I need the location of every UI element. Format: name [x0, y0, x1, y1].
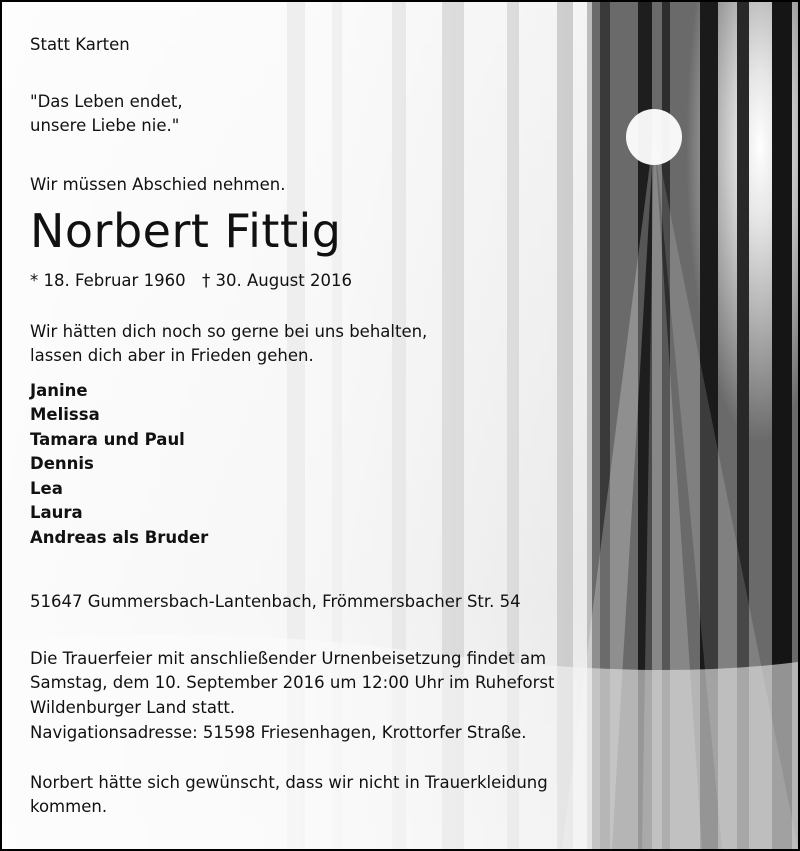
intro-text: Wir müssen Abschied nehmen.: [30, 175, 286, 194]
mourner-name: Melissa: [30, 405, 100, 424]
death-date: † 30. August 2016: [202, 271, 352, 290]
quote-line-2: unsere Liebe nie.": [30, 116, 180, 135]
address-text: 51647 Gummersbach-Lantenbach, Frömmersbacher Str. 54: [30, 592, 521, 611]
message-line-2: lassen dich aber in Frieden gehen.: [30, 346, 314, 365]
deceased-name: Norbert Fittig: [30, 204, 342, 258]
closing-line-1: Norbert hätte sich gewünscht, dass wir nicht in Trauerkleidung: [30, 773, 548, 792]
birth-date: * 18. Februar 1960: [30, 271, 186, 290]
mourner-name: Dennis: [30, 454, 94, 473]
mourner-name: Janine: [30, 381, 88, 400]
mourner-name: Laura: [30, 503, 83, 522]
header-text: Statt Karten: [30, 35, 130, 54]
message-line-1: Wir hätten dich noch so gerne bei uns behalten,: [30, 322, 428, 341]
navigation-address: Navigationsadresse: 51598 Friesenhagen, Krottorfer Straße.: [30, 723, 527, 742]
mourner-name: Andreas als Bruder: [30, 528, 209, 547]
mourner-name: Tamara und Paul: [30, 430, 185, 449]
closing-line-2: kommen.: [30, 797, 108, 816]
mourner-name: Lea: [30, 479, 63, 498]
ceremony-line-1: Die Trauerfeier mit anschließender Urnenbeisetzung findet am: [30, 649, 547, 668]
ceremony-line-3: Wildenburger Land statt.: [30, 698, 236, 717]
quote-line-1: "Das Leben endet,: [30, 92, 183, 111]
ceremony-line-2: Samstag, dem 10. September 2016 um 12:00 Uhr im Ruheforst: [30, 673, 555, 692]
